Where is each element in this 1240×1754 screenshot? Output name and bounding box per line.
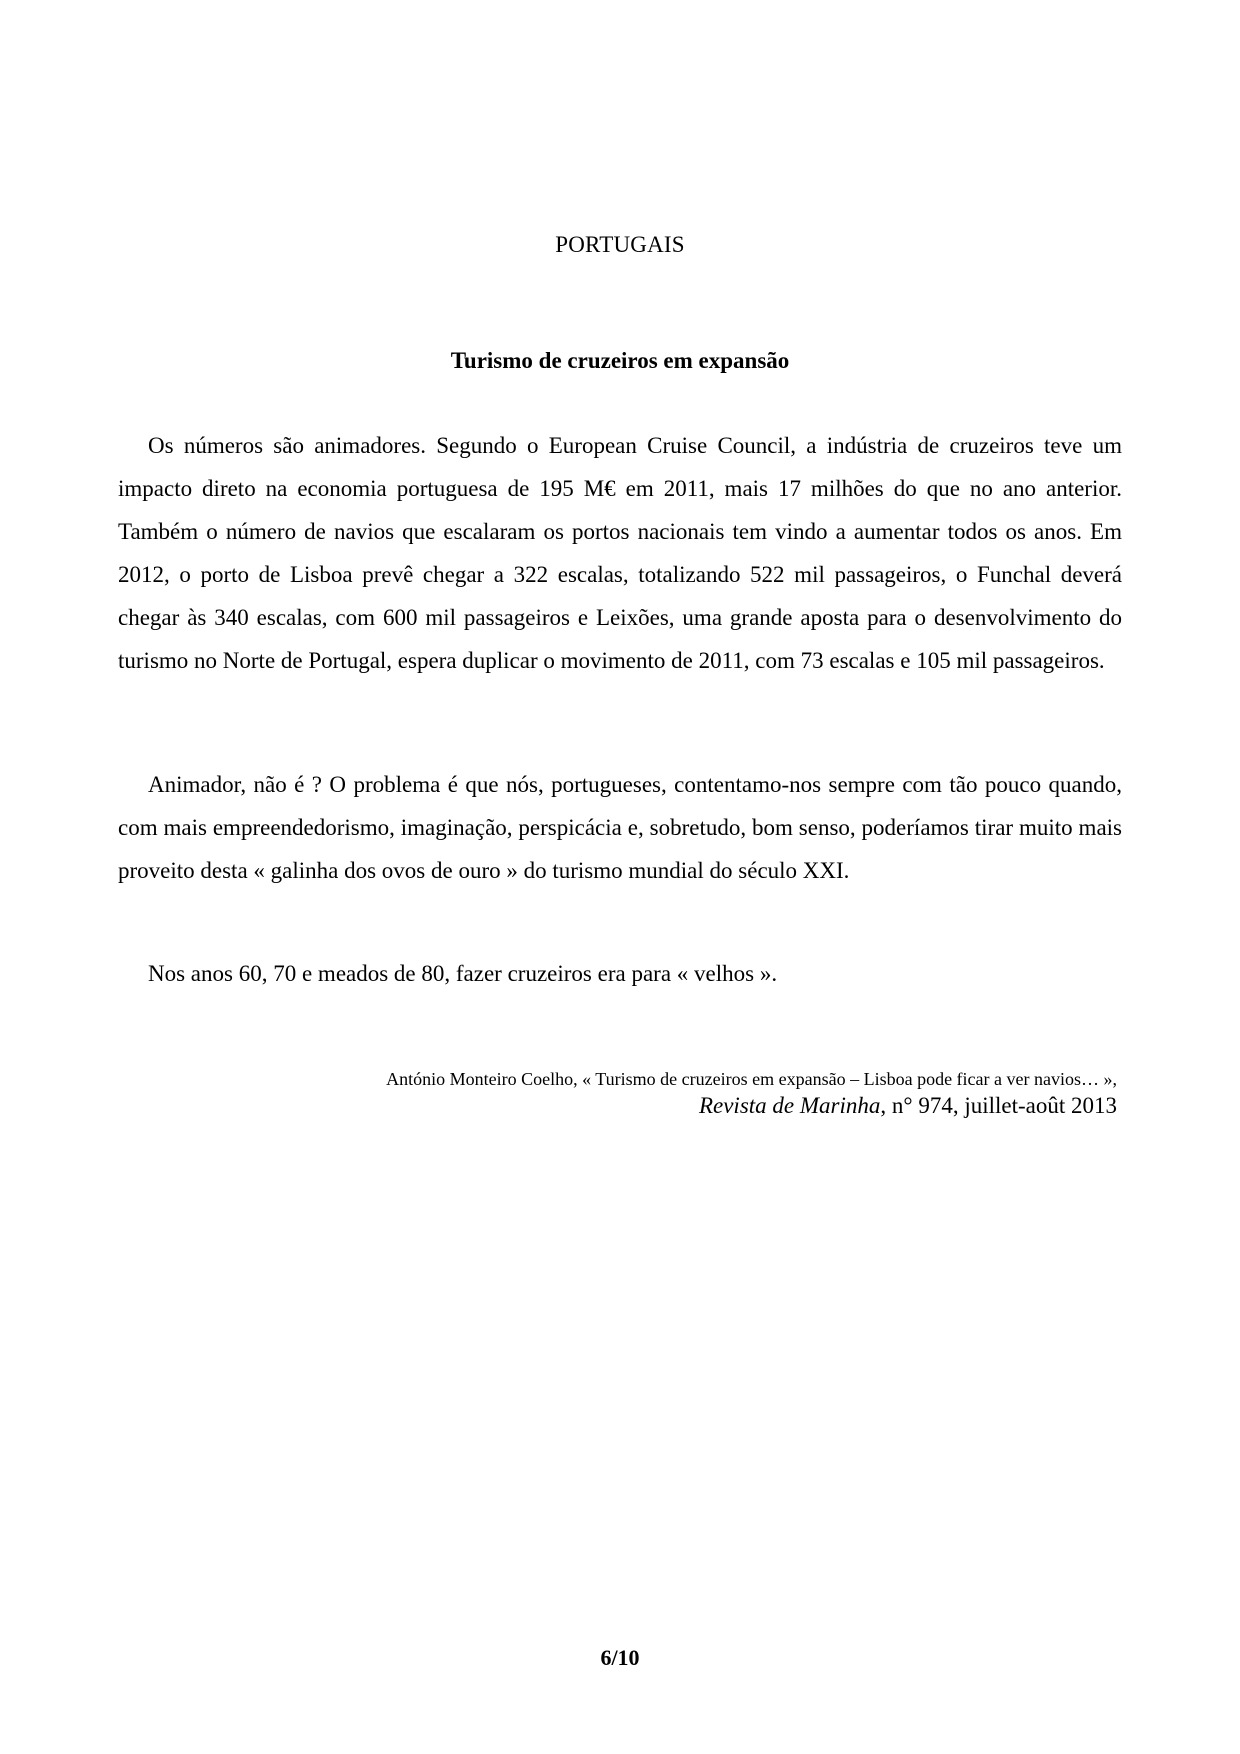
citation-journal-name: Revista de Marinha: [698, 1093, 881, 1118]
paragraph-2-container: [118, 763, 1122, 892]
source-citation: [386, 1066, 1117, 1120]
citation-journal-details: , n° 974, juillet-août 2013: [880, 1093, 1117, 1118]
paragraph-2: Animador, não é ? O problema é que nós, portugueses, contentamo-nos sempre com tão pouco quando, com mais empreendedorismo, imaginação, perspicácia e, sobretudo, bom senso, poderíamos tirar muito mais proveito desta « galinha dos ovos de ouro » do turismo mundial do século XXI.: [118, 772, 1122, 883]
paragraph-1-container: [118, 424, 1122, 682]
page-number: 6/10: [600, 1645, 640, 1670]
citation-journal-line: [386, 1092, 1117, 1120]
paragraph-3-container: [118, 952, 1122, 995]
paragraph-1: Os números são animadores. Segundo o European Cruise Council, a indústria de cruzeiros teve um impacto direto na economia portuguesa de 195 M€ em 2011, mais 17 milhões do que no ano anterior. Também o número de navios que escalaram os portos nacionais tem vindo a aumentar todos os anos. Em 2012, o porto de Lisboa prevê chegar a 322 escalas, totalizando 522 mil passageiros, o Funchal deverá chegar às 340 escalas, com 600 mil passageiros e Leixões, uma grande aposta para o desenvolvimento do turismo no Norte de Portugal, espera duplicar o movimento de 2011, com 73 escalas e 105 mil passageiros.: [118, 433, 1122, 673]
citation-author-line: António Monteiro Coelho, « Turismo de cruzeiros em expansão – Lisboa pode ficar a ver navios… »,: [386, 1069, 1117, 1089]
article-title: Turismo de cruzeiros em expansão: [450, 348, 790, 373]
section-label: PORTUGAIS: [555, 232, 685, 257]
paragraph-3: Nos anos 60, 70 e meados de 80, fazer cruzeiros era para « velhos ».: [148, 961, 778, 986]
